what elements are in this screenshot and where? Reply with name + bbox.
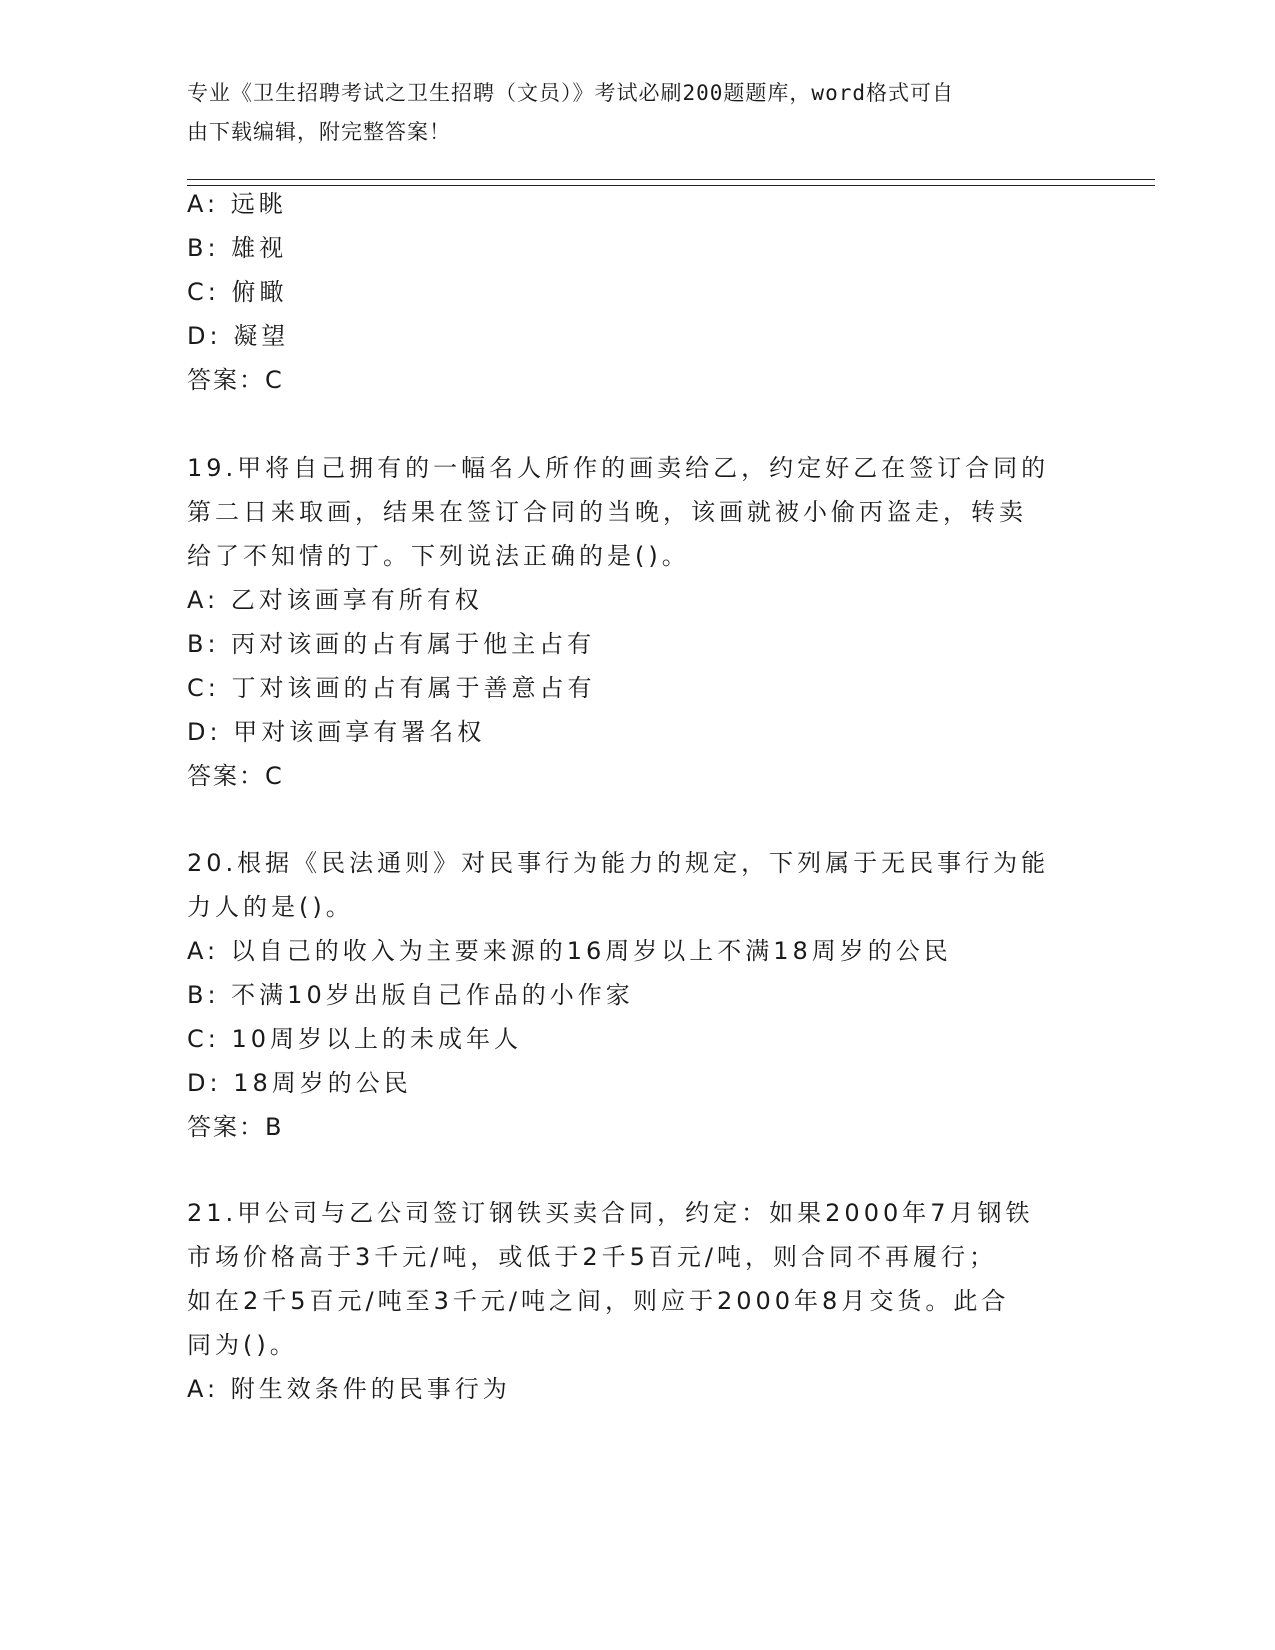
q18-option-c: C: 俯瞰 [187, 278, 288, 306]
q19-option-d: D: 甲对该画享有署名权 [187, 718, 486, 746]
q21-stem-line-4: 同为()。 [187, 1331, 298, 1359]
q18-option-a: A: 远眺 [187, 190, 287, 218]
q20-option-a: A: 以自己的收入为主要来源的16周岁以上不满18周岁的公民 [187, 937, 952, 965]
q18-option-d: D: 凝望 [187, 322, 290, 350]
q21-stem-line-3: 如在2千5百元/吨至3千元/吨之间，则应于2000年8月交货。此合 [187, 1287, 1010, 1315]
q18-option-b: B: 雄视 [187, 234, 288, 262]
q20-option-c: C: 10周岁以上的未成年人 [187, 1025, 523, 1053]
q19-answer: 答案：C [187, 762, 284, 790]
q19-stem-line-1: 19.甲将自己拥有的一幅名人所作的画卖给乙，约定好乙在签订合同的 [187, 454, 1050, 482]
q20-stem-line-1: 20.根据《民法通则》对民事行为能力的规定，下列属于无民事行为能 [187, 849, 1050, 877]
q19-option-a: A: 乙对该画享有所有权 [187, 586, 483, 614]
q19-stem-line-2: 第二日来取画，结果在签订合同的当晚，该画就被小偷丙盗走，转卖 [187, 498, 1027, 526]
q20-option-b: B: 不满10岁出版自己作品的小作家 [187, 981, 634, 1009]
header-divider-bottom [187, 185, 1155, 186]
q18-answer: 答案：C [187, 366, 284, 394]
q19-option-c: C: 丁对该画的占有属于善意占有 [187, 674, 596, 702]
header-divider-top [187, 179, 1155, 180]
header-line-1: 专业《卫生招聘考试之卫生招聘（文员）》考试必刷200题题库，word格式可自 [187, 81, 954, 105]
q20-stem-line-2: 力人的是()。 [187, 893, 354, 921]
q21-stem-line-1: 21.甲公司与乙公司签订钢铁买卖合同，约定：如果2000年7月钢铁 [187, 1199, 1034, 1227]
q19-stem-line-3: 给了不知情的丁。下列说法正确的是()。 [187, 542, 690, 570]
q20-option-d: D: 18周岁的公民 [187, 1069, 412, 1097]
q20-answer: 答案：B [187, 1113, 284, 1141]
q21-option-a: A: 附生效条件的民事行为 [187, 1375, 511, 1403]
document-header [187, 74, 1087, 152]
q21-stem-line-2: 市场价格高于3千元/吨，或低于2千5百元/吨，则合同不再履行； [187, 1243, 997, 1271]
header-line-2: 由下载编辑，附完整答案！ [187, 120, 451, 144]
q19-option-b: B: 丙对该画的占有属于他主占有 [187, 630, 596, 658]
